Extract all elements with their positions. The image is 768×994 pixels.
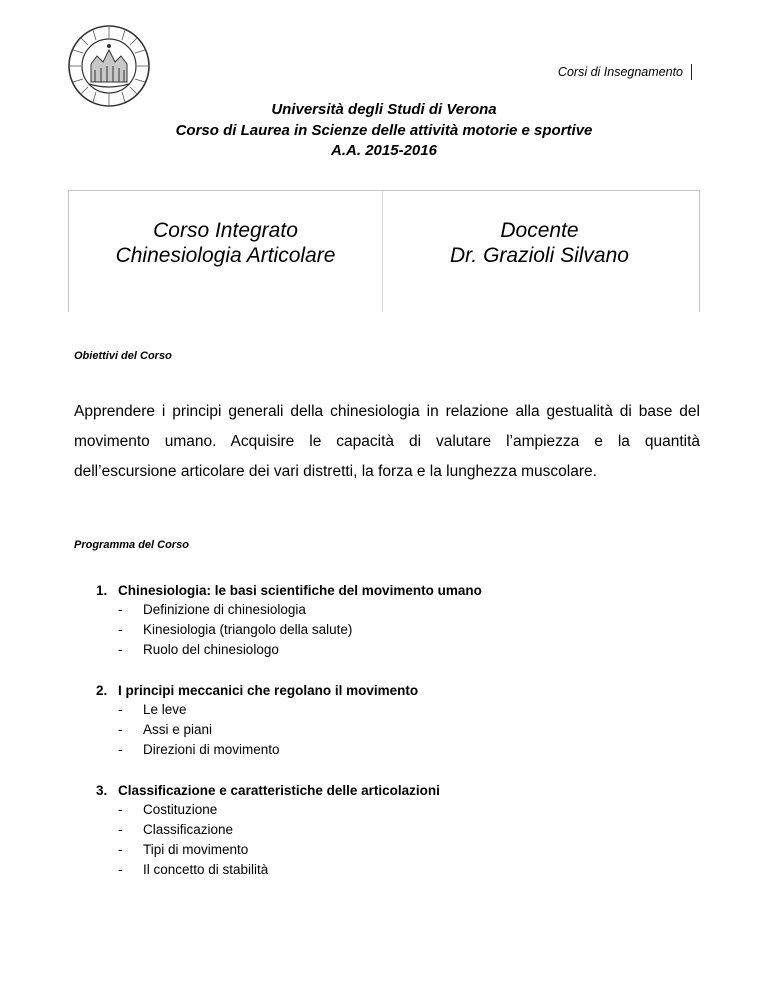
program-module [96, 681, 696, 760]
course-info-table [68, 190, 700, 312]
list-item [96, 820, 696, 840]
list-item [96, 840, 696, 860]
bullet-dash: - [118, 622, 123, 637]
module-title-text: Chinesiologia: le basi scientifiche del movimento umano [118, 583, 482, 598]
list-item-text: Definizione di chinesiologia [143, 602, 306, 617]
module-title [96, 781, 696, 800]
module-title-text: I principi meccanici che regolano il movimento [118, 683, 419, 698]
program-heading: Programma del Corso [74, 539, 189, 551]
list-item [96, 800, 696, 820]
bullet-dash: - [118, 742, 123, 757]
list-item-text: Assi e piani [143, 722, 213, 737]
document-titles [0, 100, 768, 162]
module-title [96, 681, 696, 700]
list-item [96, 740, 696, 760]
bullet-dash: - [118, 842, 123, 857]
bullet-dash: - [118, 862, 123, 877]
university-title: Università degli Studi di Verona [271, 101, 497, 118]
module-number: 3. [96, 783, 108, 798]
academic-year: A.A. 2015-2016 [331, 142, 437, 159]
list-item-text: Tipi di movimento [143, 842, 249, 857]
bullet-dash: - [118, 702, 123, 717]
teacher-cell [383, 218, 696, 268]
list-item-text: Costituzione [143, 802, 218, 817]
program-module [96, 581, 696, 660]
list-item-text: Il concetto di stabilità [143, 862, 269, 877]
module-number: 2. [96, 683, 108, 698]
module-title [96, 581, 696, 600]
list-item [96, 860, 696, 880]
list-item [96, 700, 696, 720]
list-item-text: Direzioni di movimento [143, 742, 280, 757]
list-item [96, 600, 696, 620]
bullet-dash: - [118, 602, 123, 617]
course-cell [69, 218, 382, 268]
list-item [96, 640, 696, 660]
bullet-dash: - [118, 802, 123, 817]
course-name: Chinesiologia Articolare [115, 244, 336, 267]
bullet-dash: - [118, 822, 123, 837]
degree-title: Corso di Laurea in Scienze delle attività motorie e sportive [175, 121, 593, 139]
list-item-text: Ruolo del chinesiologo [143, 642, 279, 657]
program-list [96, 581, 696, 901]
objectives-text: Apprendere i principi generali della chinesiologia in relazione alla gestualità di base del movimento umano. Acquisire le capacità di valutare l’ampiezza e la quantità dell’escursione articolare dei vari distretti, la forza e la lunghezza muscolare. [74, 403, 700, 480]
university-seal-icon [67, 24, 151, 108]
list-item [96, 720, 696, 740]
module-title-text: Classificazione e caratteristiche delle articolazioni [118, 783, 440, 798]
teacher-heading: Docente [500, 219, 579, 242]
list-item-text: Kinesiologia (triangolo della salute) [143, 622, 353, 637]
objectives-heading: Obiettivi del Corso [74, 350, 172, 362]
module-number: 1. [96, 583, 108, 598]
course-heading: Corso Integrato [153, 219, 298, 242]
list-item-text: Classificazione [143, 822, 234, 837]
list-item-text: Le leve [143, 702, 187, 717]
teacher-name: Dr. Grazioli Silvano [450, 244, 629, 267]
header-section-label: Corsi di Insegnamento [558, 64, 692, 80]
list-item [96, 620, 696, 640]
bullet-dash: - [118, 722, 123, 737]
bullet-dash: - [118, 642, 123, 657]
program-module [96, 781, 696, 880]
